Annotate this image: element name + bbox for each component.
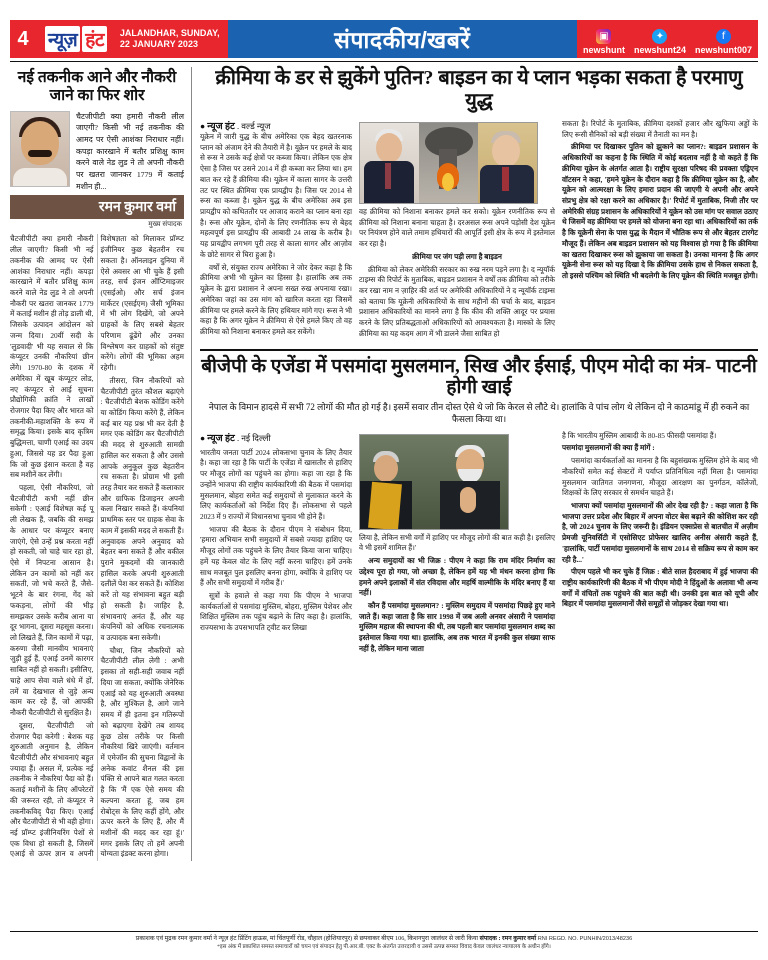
footer-rule <box>10 931 758 932</box>
newshunt-logo[interactable] <box>38 26 114 52</box>
logo-text-primary: न्यूज़ <box>45 26 80 52</box>
masthead-rule <box>10 61 758 62</box>
story-bjp-byline: ● न्यूज हंट . नई दिल्ली <box>200 432 271 444</box>
paragraph: सकता है। रिपोर्ट के मुताबिक, क्रीमिया दशकों हजार और खुफिया अड्डों के लिए रूसी सैनिकों को बड़ी संख्या में तैनाती का मन है। <box>562 119 758 139</box>
footer-publisher: प्रकाशक एवं मुद्रक रमन कुमार वर्मा ने न्यूज़ हंट प्रिंटिंग हाऊस, मां चिंतपूर्णी रोड, चौहाल (होशियारपुर) से छपवाकर बीएम 106, किशनपुरा जालंधर से जारी किया <box>135 935 479 943</box>
story-bjp-headline: बीजेपी के एजेंडा में पसमांदा मुसलमान, सिख और ईसाई, पीएम मोदी का मंत्र- पाटनी होगी खाई <box>201 355 757 399</box>
byline-brand: न्यूज हंट <box>207 433 235 444</box>
paragraph: लिया है, लेकिन सभी वर्गों में हाशिए पर मौजूद लोगों की बात कही है। इसलिए वे भी इसमें शामिल हैं।' <box>359 532 555 553</box>
paragraph: भाजपा की बैठक के दौरान पीएम ने संबोधन दिया, 'हमारा अभियान सभी समुदायों में सबसे ज्यादा हाशिए पर मौजूद लोगों तक पहुंचने के लिए तैयार किया जाना चाहिए। हमें यह केवल वोट के लिए नहीं करना चाहिए। हमें उनके साथ मजबूत पुल इसलिए बनना होगा, क्योंकि वे हाशिए पर हैं और सभी समुदायों में गरीब हैं।' <box>200 524 352 588</box>
byline-desk: नई दिल्ली <box>241 432 271 443</box>
story-putin-column-3 <box>562 119 758 342</box>
editorial-paragraph: पहला, ऐसी नौकरियां, जो चैटजीपीटी कभी नहीं छीन सकेगी : एआई विशेषज्ञ कई पू ली लेखक हैं, जबकि की समझ के आधार पर कंप्यूटर बनाए जाएंगे, ऐसे उन्हें प्रश्न करता नहीं हो सकती, जो चाहे चार रहा हो, ऐसे में निपटना आसान है। लेकिन उन कामों को नहीं कर सकती, जो भचे करते हैं, जैसे- भूटने के बार रंगना, गेंद को फकड़ना, लोगों की भीड़ समझकर उसके करीब आना या दूर भागना, दूसरा महसूस करना। लो लिखते हैं, जिन कामों में पढ़ा, करुणा जैसी मानवीय भावनाएं जुड़ी हुई हैं, एआई उनमें कारगर साबित नहीं हो सकती। इसीलिए, चाहे आप सेवा वाले धंधे में हों, तमें वा देखभाल से जुड़े अन्य काम कर रहे हैं, जो आपकी नौकरी चैटजीपीटी से सुरक्षित है। <box>10 482 94 718</box>
editor-name: रमन कुमार वर्मा <box>10 195 184 219</box>
putin-photo <box>478 123 537 203</box>
story-bjp-col2-body <box>359 533 555 655</box>
masthead-brand-block <box>10 20 228 58</box>
section-title: संपादकीय/खबरें <box>334 27 471 53</box>
story-bjp-column-2 <box>359 431 555 657</box>
paragraph: वर्षों से, संयुक्त राज्य अमेरिका ने जोर देकर कहा है कि क्रीमिया अभी भी यूक्रेन का हिस्सा है। हालांकि अब तक यूक्रेन के द्वारा प्रशासन ने अपना सख्त रुख अपनाया रखा। अमेरिका जहां का उस मांग को खारिज करता रहा जिसमें क्रीमिया पर हमले करने के लिए हथियार मांगे गए। रूस ने भी कहा है कि अगर यूक्रेन ने क्रीमिया से ऐसे हमले किए तो वह क्रीमिया को निशाना बनाकर हमले कर सकेंगे। <box>200 262 352 336</box>
story-bjp-col1-body <box>200 448 352 634</box>
editorial-paragraph: दूसरा, चैटजीपीटी जो रोजगार पैदा करेगी : बेशक यह शुरुआती अनुमान है, लेकिन चैटजीपीटी और संभावनाएं बहुत ज्यादा हैं। असल में, प्रत्येक नई तकनीक ने नौकरियां पैदा को हैं। कताई मशीनों के लिए ऑपरेटरों की जरूरत रही, तो कंप्यूटर ने तकनीकविद् पैदा किए। एआई और चैटजीपीटी से भी वही होगा। नई प्रॉम्प्ट इंजीनियरिंग पेशों से एक विधा हो सकती है, जिसमें एआई से ऊपर ज्ञान व अपनी विशेषज्ञता को मिलाकर प्रॉम्प्ट इंजीनियर कुछ बेहतरीन रच सकता है। ऑनलाइन दुनिया में ऐसे अवसर आ भी चुके हैं इसी तरह, सर्च इंजन ऑप्टिमाइजर (एसईओ) और सर्च इंजन मार्केटर (एसईएम) जैसी भूमिका में भी लोग दिखेंगे, जो अपने ग्राहकों के लिए सबसे बेहतर परिणाम ढूंढेंगे और उनका विश्लेषण कर ग्राहकों को संतुष्ट करेंगे। लोगों की भूमिका अहम रहेगी। <box>10 234 184 859</box>
newspaper-page <box>0 20 768 960</box>
paragraph-with-subheading: भाजपा क्यों पसमांदा मुसलमानों की ओर देख रही है? : कहा जाता है कि भाजपा उत्तर प्रदेश और बिहार में अपना वोटर बेस बढ़ाने की कोशिश कर रही है, जो 2024 चुनाव के लिए जरूरी है। इंडियन एक्सप्रेस से बातचीत में अज़ीम प्रेमजी यूनिवर्सिटी में एसोसिएट प्रोफेसर खालिद अनीस अंसारी कहते हैं, 'हालांकि, पार्टी पसमांदा मुसलमानों के साथ 2014 से सक्रिय रूप से काम कर रही है...' <box>562 501 758 564</box>
instagram-icon: ▣ <box>596 29 611 44</box>
edition-city-day: JALANDHAR, SUNDAY, <box>119 28 220 38</box>
twitter-handle: newshunt24 <box>633 45 686 55</box>
story-bjp-lead: नेपाल के विमान हादसे में सभी 72 लोगों की मौत हो गई है। इसमें सवार तीन दोस्त ऐसे थे जो कि केरल से लौटे थे। हालांकि वे पांच लोग थे लेकिन दो ने काठमांडू में ही रुकने का फैसला किया था। <box>208 402 750 424</box>
footer-jurisdiction: *इस अंक में प्रकाशित समस्त समाचारों को चयन एवं संपादन हेतु पी.आर.बी. एक्ट के अंतर्गत उत्तरदायी व उससे उत्पन्न समस्त विवाद केवल जालंधर न्यायालय के अधीन होंगे। <box>217 944 551 951</box>
editorial-paragraph: चैटजीपीटी क्या हमारी नौकरी लील जाएगी? किसी भी नई तकनीक की आमद पर ऐसी आशंका निराधार नहीं। कपड़ा कारखाने में बतौर प्रशिक्षु काम करने वाले नेड लुड ने तो अपनी नौकरी पर खतरा जानकर 1779 में कताई मशीन ही तोड़ डाली थी, जिसके उत्पादन आंदोलन को जन्म दिया। 20वीं सदी के 'लुडवादी' भी यह सवाल से कि कंप्यूटर उनकी नौकरियां छीन लेंगे। 1970-80 के दशक में अमेरिका में खूब कंप्यूटर लोड, नए कंप्यूटर से आई सूचना प्रौद्योगिकी क्रांति ने लाखों रोजगार पैदा किए और भारत को तकनीकी-महाशक्ति के रूप में समृद्ध किया। इसके बाद कृत्रिम बुद्धिमत्ता, चाणी एआई का उदय हुआ, जिससे यह डर पैदा हुआ कि जो कुछ इंसान करता है वह सब मशीनें कर लेंगी। <box>10 234 94 480</box>
edition-date: 22 JANUARY 2023 <box>119 39 198 49</box>
jp-nadda-photo <box>360 435 434 529</box>
story-bjp <box>200 356 758 657</box>
page-number: 4 <box>17 27 29 50</box>
paragraph: है कि भारतीय मुस्लिम आबादी के 80-85 फीसदी पसमांदा हैं। <box>562 430 717 440</box>
social-instagram[interactable] <box>583 29 625 55</box>
story-bjp-photo <box>359 434 509 530</box>
editor-role: मुख्य संपादक <box>148 220 182 229</box>
story-separator <box>200 349 758 351</box>
story-putin-col2-body <box>359 207 555 340</box>
story-putin-column-2 <box>359 119 555 342</box>
social-links <box>577 20 758 58</box>
story-bjp-grid <box>200 431 758 657</box>
nuclear-blast-photo <box>419 123 478 203</box>
story-putin-column-1 <box>200 119 352 342</box>
paragraph: क्रीमिया को लेकर अमेरिकी सरकार का रुख नरम पड़ने लगा है। द न्यूयॉर्क टाइम्स की रिपोर्ट के मुताबिक, बाइडन प्रशासन ने वर्षों तक क्रीमिया को तरीके कर रखा नाम न ज़ाहिर की शर्त पर अमेरिकी अधिकारियों ने द न्यूयॉर्क टाइम्स को बताया कि यूक्रेनी अधिकारियों के साथ महीनों की चर्चा के बाद, बाइडन प्रशासन अधिकारियों का मानने लगा है कि कीव की शक्ति आदूर पर प्रयास करने के लिए प्रतिबद्धताओं अधिकारियों को आवश्यकता है। मास्को के लिए क्रीमिया का यह कदम आग में भी डालने जैसा साबित हो <box>359 264 555 338</box>
byline-desk: वर्ल्ड न्यूज <box>241 121 271 131</box>
subheading: पसमांदा मुसलमानों की क्या हैं मांगें : <box>562 443 655 453</box>
paragraph: भारतीय जनता पार्टी 2024 लोकसभा चुनाव के लिए तैयार है। कहा जा रहा है कि पार्टी के एजेंडा में खासतौर से हाशिए पर मौजूद लोगों का पहुंचने का होगा। कहा जा रहा है कि उन्होंने भाजपा की राष्ट्रीय कार्यकारिणी की बैठक में पसमांदा मुसलमान, बोहरा समेत कई समुदायों से मुलाकात करने के लिए कार्यकर्ताओं को निर्देश दिए हैं। लोकसभा से पहले 2023 में 9 राज्यों में विधानसभा चुनाव भी होने हैं। <box>200 447 352 521</box>
editorial-paragraph: चौथा, जिन नौकरियों को चैटजीपीटी लील लेगी : अभी इसका तो सही-सही जवाब नहीं दिया जा सकता, क्योंकि जेनेरिक एआई को यह शुरुआती अवस्था है, और मुश्किल है, आगे जाने समय में ही इतना इन गतिरूपों को बढ़ाएगा देखेंगे तब शायद कुछ ठोस तरीके पर किसी नौकरियां खिरे जाएंगी। वर्तमान में एमेजॉन की सुचना विद्वानों के अनेक कवांट शैनल की इस पंक्ति से आपने बात गलत करता है कि 'मैं एक ऐसे समय की कल्पना करता हूं, जब हम रोबोट्स के लिए कहीं होंगे, और ऊपर करने के लिए हैं, और मैं मशीनों की मदद कर रहा हूं।' मगर इसके लिए तो हमें अपनी योग्यता इंडक्ट करना होगा। <box>100 645 184 859</box>
footer-rni-regd: RNI REGD. NO. PUNHIN/2013/48236 <box>537 936 633 943</box>
paragraph: सूत्रों के हवाले से कहा गया कि पीएम ने भाजपा कार्यकर्ताओं से पसमांदा मुस्लिम, बोहरा, मुस्लिम पेशेवर और शिक्षित मुस्लिम तक पहुंच बढ़ाने के लिए कहा है। हालांकि, राज्यसभा के उपसभापति ट्वीट कर लिखा <box>200 591 352 633</box>
narendra-modi-photo <box>434 435 508 529</box>
footer-editor: संपादक : रमन कुमार वर्मा <box>479 935 537 943</box>
story-putin-photo-strip <box>359 122 538 204</box>
instagram-handle: newshunt <box>582 45 625 55</box>
paragraph-with-subheading: अन्य समुदायों का भी जिक्र : पीएम ने कहा कि राम मंदिर निर्माण का उद्देश्य पूरा हो गया, जो अच्छा है, लेकिन हमें यह भी मंथन करना होगा कि हमने अपने इलाकों में संत रविदास और महर्षि वाल्मीकि के मंदिर बनाए हैं या नहीं। <box>359 556 555 598</box>
paragraph: पसमांदा कार्यकर्ताओं का मानना है कि बहुसंख्यक मुस्लिम होने के बाद भी नौकरियों समेत कई सेक्टरों में पर्याप्त प्रतिनिधित्व नहीं मिला है। पसमांदा मुसलमान जातिगत जनगणना, मौजूदा आरक्षण का पुनर्गठन, कॉलेजों, शिक्षकों के लिए सरकार से समर्थन चाहते हैं। <box>562 456 758 498</box>
byline-brand: न्यूज हंट <box>207 122 235 132</box>
paragraph: यूक्रेन में जारी युद्ध के बीच अमेरिका एक बेहद खतरनाक प्लान को अंजाम देने की तैयारी में है। यूक्रेन पर हमले के बाद से रूस ने उसके कई क्षेत्रों पर कब्जा किया। लेकिन एक क्षेत्र ऐसा है जिस पर उसने 2014 में ही कब्जा कर लिया था। हम बात कर रहे हैं क्रीमिया की। यूक्रेन में काला सागर के उत्तरी तट पर स्थित क्रीमिया एक प्रायद्वीप है। जिस पर 2014 से रूस का कब्जा है। यूक्रेन युद्ध के बीच अमेरिका अब इस प्रायद्वीप को कथिततौर पर आजाद कराने का प्लान बना रहा है। रूस और यूक्रेन, दोनों के लिए रणनीतिक रूप से बेहद महत्वपूर्ण इस प्रायद्वीप की आबादी 24 लाख के करीब है। यह प्रायद्वीप लगभग पूरी तरह से काला सागर और आज़ोव के छोटे सागर से घिरा हुआ है। <box>200 132 352 259</box>
story-bjp-column-3 <box>562 431 758 657</box>
story-bjp-column-1 <box>200 431 352 657</box>
page-footer <box>10 931 758 952</box>
news-columns <box>192 67 758 861</box>
social-facebook[interactable] <box>695 29 752 55</box>
masthead <box>10 20 758 58</box>
logo-text-secondary: हंट <box>82 26 107 52</box>
editorial-headline: नई तकनीक आने और नौकरी जाने का फिर शोर <box>17 69 177 104</box>
paragraph-with-subheading: पीएम पहले भी कर चुके हैं जिक्र : बीते साल हैदराबाद में हुई भाजपा की राष्ट्रीय कार्यकारिणी की बैठक में भी पीएम मोदी ने हिंदुओं के अलावा भी अन्य वर्गों में वंचितों तक पहुंचने की बात कही थी। उनकी इस बात को यूपी और बिहार में पसमांदा मुसलमानों जैसे समूहों से जोड़कर देखा गया था। <box>562 567 758 609</box>
edition-dateline <box>114 28 228 50</box>
story-putin-col3-body <box>562 119 758 282</box>
story-putin-headline: क्रीमिया के डर से झुकेंगे पुतिन? बाइडन का ये प्लान भड़का सकता है परमाणु युद्ध <box>215 67 743 112</box>
biden-photo <box>360 123 419 203</box>
section-banner <box>228 20 577 58</box>
facebook-handle: newshunt007 <box>694 45 752 55</box>
editorial-body <box>10 234 184 861</box>
twitter-icon: ✦ <box>652 29 667 44</box>
story-putin <box>200 67 758 342</box>
page-body <box>10 67 758 861</box>
editorial-column <box>10 67 192 861</box>
editorial-intro-block <box>10 111 184 193</box>
social-twitter[interactable] <box>634 29 686 55</box>
story-bjp-col3-body <box>562 431 758 611</box>
paragraph-with-subheading: कौन हैं पसमांदा मुसलमान? : मुस्लिम समुदाय में पसमांदा पिछड़े हुए माने जाते हैं। कहा जाता है कि सार 1998 में जब अली अनवर अंसारी ने पसमांदा मुस्लिम महाज की स्थापना की थी, तब पहली बार पसमांदा मुसलमान शब्द का इस्तेमाल किया गया था। हालांकि, अब तक भारत में इनकी कुल संख्या साफ नहीं है, लेकिन माना जाता <box>359 601 555 653</box>
facebook-icon: f <box>716 29 731 44</box>
story-putin-col1-body <box>200 132 352 338</box>
story-putin-grid <box>200 119 758 342</box>
subheading: क्रीमिया पर जंग पड़ी लगा है बाइडन <box>412 251 502 261</box>
editorial-paragraph: तीसरा, जिन नौकरियों को चैटजीपीटी तुरंत कौशल बढ़ाएंगे : चैटजीपीटी बेशक कोडिंग करेंगे या कोडिंग किया करेंगे हैं, लेकिन कई बार यह प्रश्न भी कर देती है मगर एक कोडिंग कर चैटजीपीटी की मदद से शुरुआती सामग्री हासिल कर सकता है और उससे आपके अनुकूल कुछ बेहतरीन रच सकता है। प्रोग्राम भी इसी तरह तैयार कर सकते हैं कलाकार और ग्राफिक डिजाइनर अपनी कला निखार सकते हैं। कंपनियां प्राथमिक स्तर पर ग्राहक सेवा के काम में इसकी मदद ले सकती हैं। अनुवादक अपने अनुवाद को बेहतर बना सकते हैं और वकील पुराने मुकदमों की जानकारी हासिल करके अपनी शुरुआती दलीलें पेश कर सकते हैं। कोशिश करें तो यह संभावना बहुत बड़ी हो सकती है। जाहिर है, संभावनाएं अनंत हैं, और यह कंपनियों को अधिक रचनात्मक व उत्पादक बना सकेगी। <box>100 375 184 643</box>
story-putin-byline: ● न्यूज हंट . वर्ल्ड न्यूज <box>200 121 271 132</box>
paragraph-with-subheading: क्रीमिया पर दिखाकर पुतिन को झुकाने का प्लान?: बाइडन प्रशासन के अधिकारियों का कहना है कि स्थिति में कोई बदलाव नहीं है वो कहते हैं कि क्रीमिया यूक्रेन के अंतर्गत आता है। राष्ट्रीय सुरक्षा परिषद की प्रवक्ता एड्रिएन वॉटसन ने कहा, 'हमने यूक्रेन के दौरान कहा है कि क्रीमिया यूक्रेन का है, और यूक्रेन को आत्मरक्षा के लिए हमारा प्रदान की जाएगी ये अपनी और अपने संप्रभु क्षेत्र को रक्षा करने का अधिकार है।' रिपोर्ट में मुताबिक, निजी तौर पर अमेरिकी संग्रह प्रशासन के अधिकारियों ने यूक्रेन को उस मांग पर सवाल उठाए थे जिसमें वह क्रीमिया पर हमले को योजना बना रहा था। अधिकारियों का तर्क है कि यूक्रेनी सेना के पास युद्ध के मैदान में भौतिक रूप से और बेहतर टारगेट मौजूद हैं। लेकिन अब बाइडन प्रशासन को यह विश्वास हो गया है कि क्रीमिया का खतरा दिखाकर रूस को झुकाया जा सकता है। उनका मानना है कि अगर यूक्रेनी सेना रूस को यह दिखा दे कि क्रीमिया उसके हाथ से निकल सकता है, तो इससे पश्चिम को स्थिति भी बदलेगी के लिए यूक्रेन की स्थिति मजबूत होगी। <box>562 142 758 281</box>
editorial-standfirst: चैटजीपीटी क्या हमारी नौकरी लील जाएगी? किसी भी नई तकनीक की आमद पर ऐसी आशंका निराधार नहीं। कपड़ा कारखाने में बतौर प्रशिक्षु काम करने वाले नेड लुड ने तो अपनी नौकरी पर खतरा जानकर 1779 में कताई मशीन ही... <box>76 111 184 191</box>
paragraph: वह क्रीमिया को निशाना बनाकर हमले कर सको। यूक्रेन रणनीतिक रूप से क्रीमिया को निशाना बनाना चाहता है। दरअसल रूस अपने पड़ोसी देश यूक्रेन पर नियंत्रण होने वाले तमाम हथियारों की आपूर्ति इसी क्षेत्र के रूप में इस्तेमाल कर रहा है। <box>359 207 555 249</box>
editor-portrait <box>10 111 70 187</box>
